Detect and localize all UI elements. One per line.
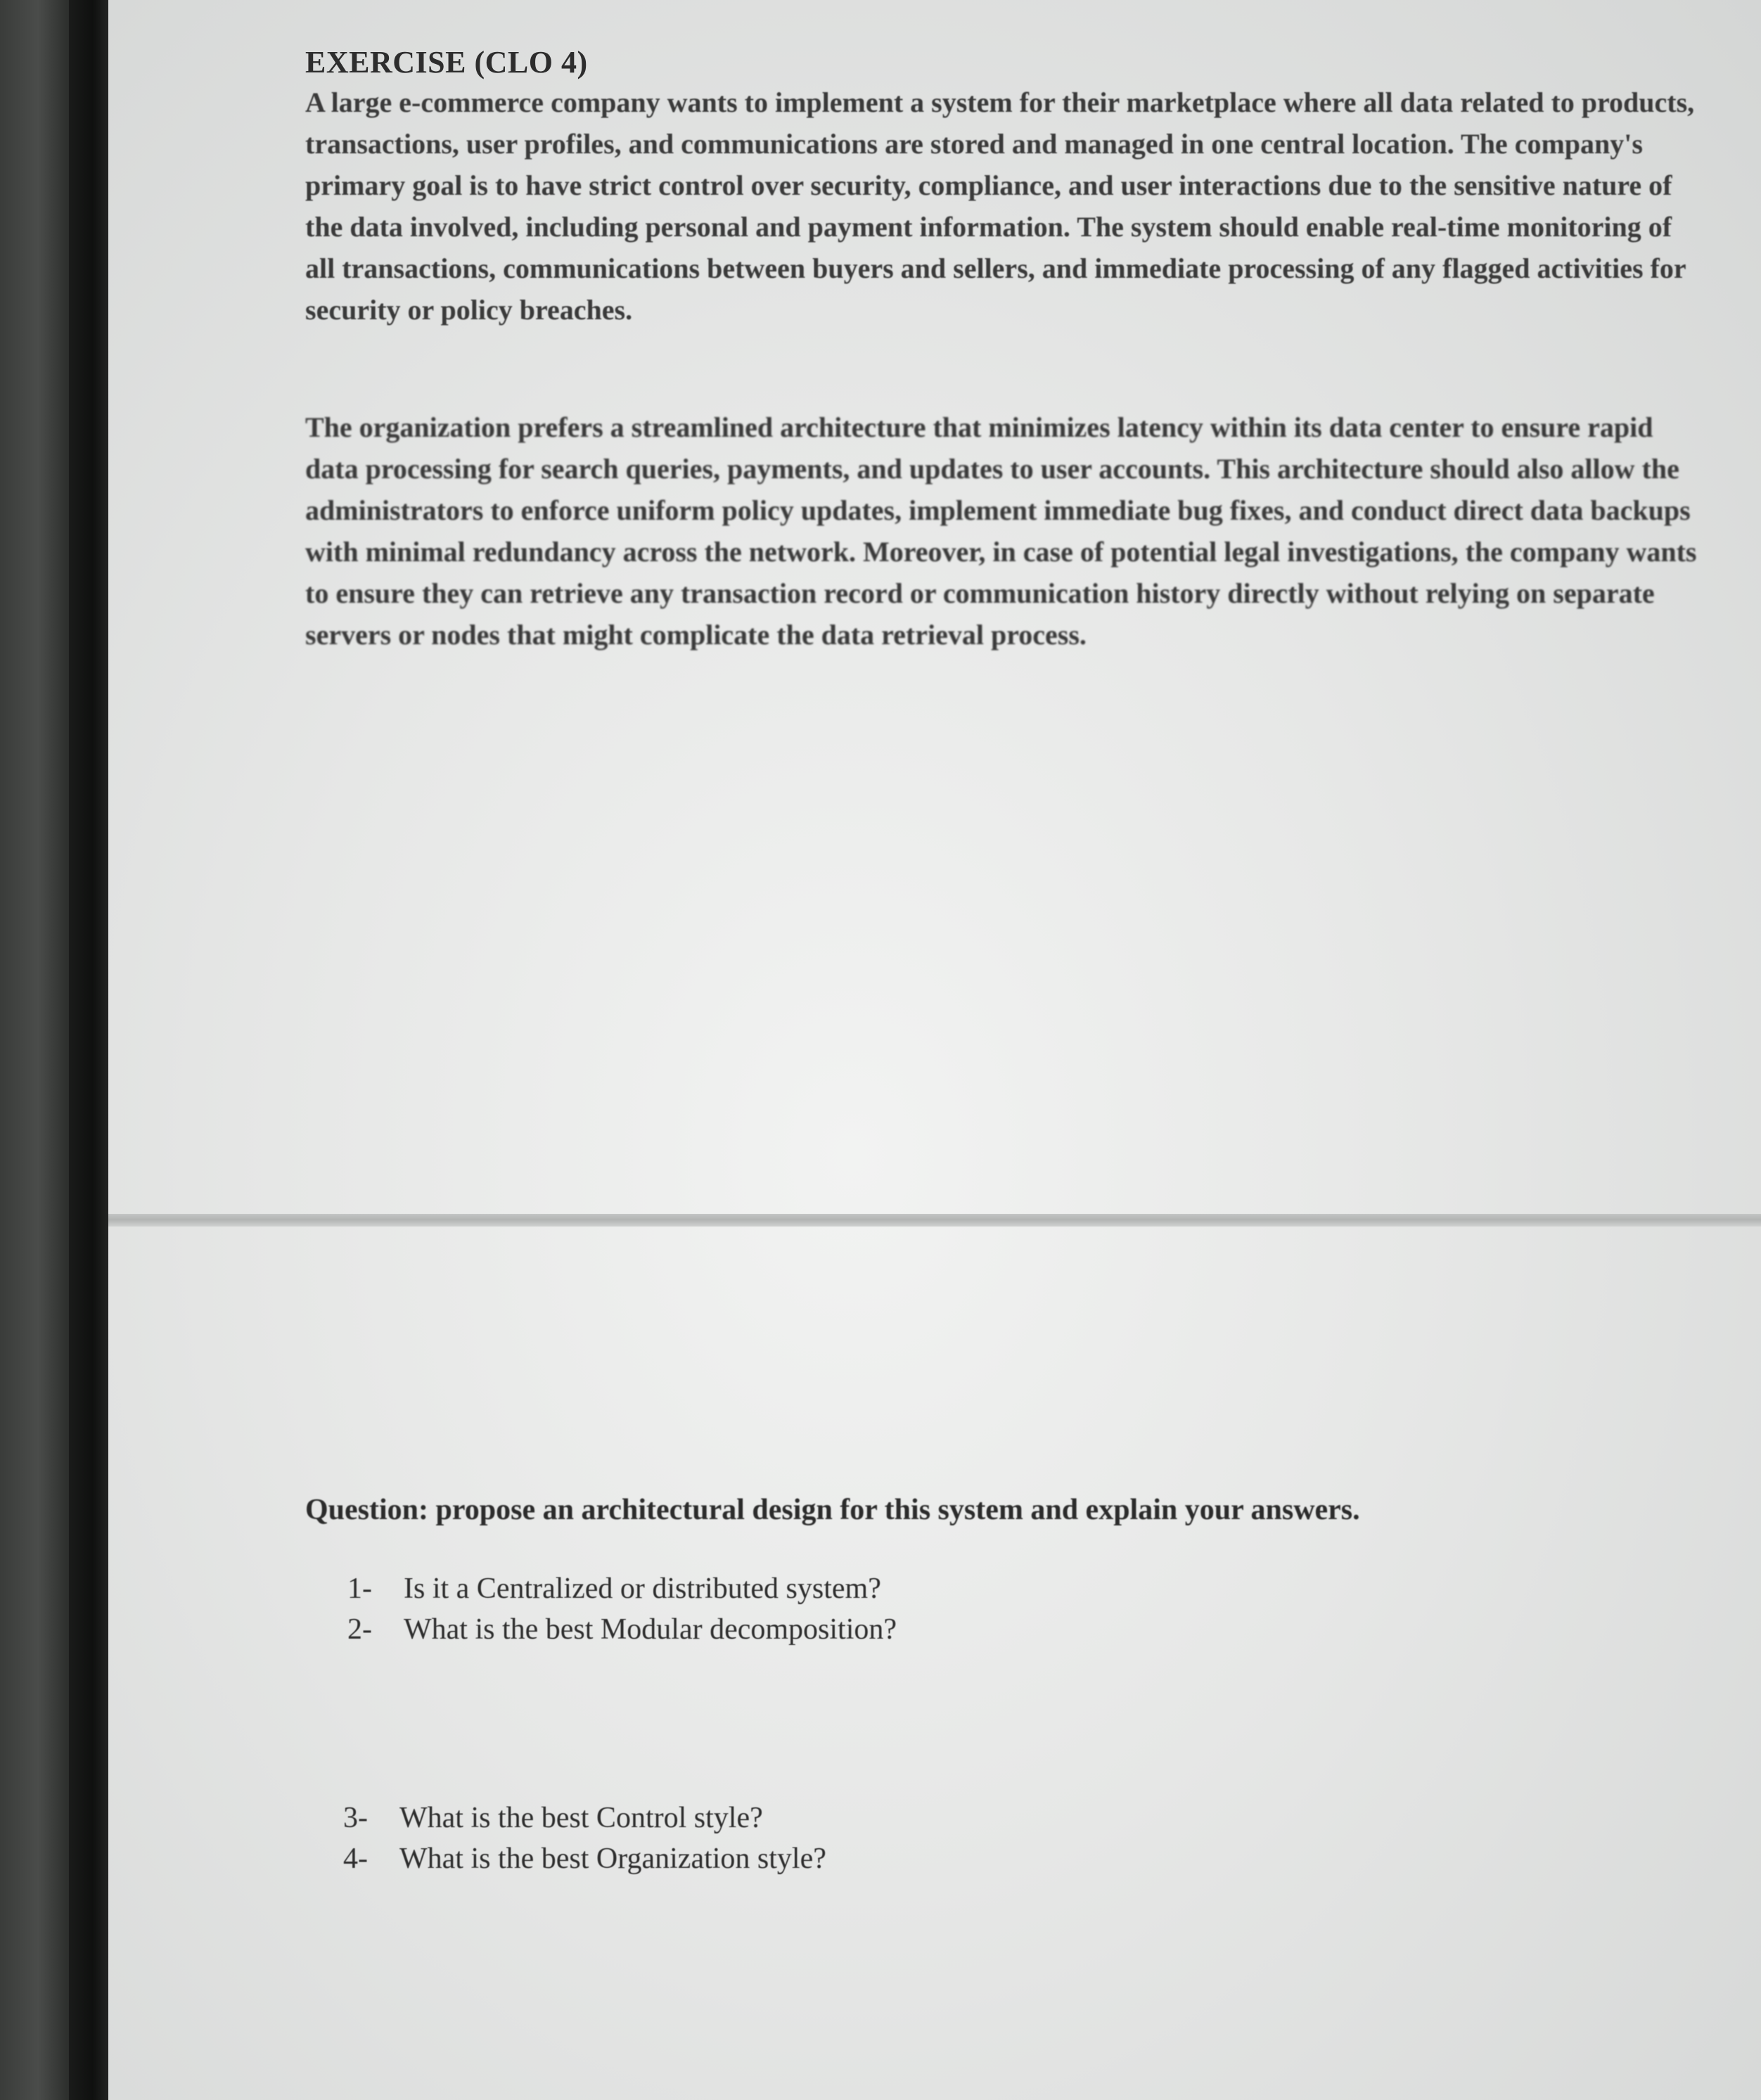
question-item-number: 1-	[347, 1573, 372, 1605]
question-item-4	[343, 1838, 826, 1879]
question-item-text: What is the best Organization style?	[399, 1843, 826, 1875]
document-page	[108, 0, 1761, 2100]
question-prompt: Question: propose an architectural design for this system and explain your answers.	[305, 1494, 1360, 1526]
page-divider	[108, 1214, 1761, 1227]
question-item-text: Is it a Centralized or distributed system?	[404, 1573, 881, 1605]
exercise-paragraph-1: A large e-commerce company wants to implement a system for their marketplace where all data related to products, transactions, user profiles, and communications are stored and managed in one central location. The company's primary goal is to have strict control over security, compliance, and user interactions due to the sensitive nature of the data involved, including personal and payment information. The system should enable real-time monitoring of all transactions, communications between buyers and sellers, and immediate processing of any flagged activities for security or policy breaches.	[305, 87, 1695, 326]
question-item-text: What is the best Modular decomposition?	[404, 1613, 897, 1646]
question-item-text: What is the best Control style?	[399, 1802, 763, 1834]
photo-left-edge	[0, 0, 69, 2100]
question-item-3	[343, 1798, 763, 1838]
question-item-number: 3-	[343, 1802, 368, 1834]
question-item-number: 4-	[343, 1843, 368, 1875]
question-item-number: 2-	[347, 1613, 372, 1646]
exercise-title: EXERCISE (CLO 4)	[305, 45, 588, 79]
exercise-paragraph-2: The organization prefers a streamlined architecture that minimizes latency within its data center to ensure rapid data processing for search queries, payments, and updates to user accounts. This architecture should also allow the administrators to enforce uniform policy updates, implement immediate bug fixes, and conduct direct data backups with minimal redundancy across the network. Moreover, in case of potential legal investigations, the company wants to ensure they can retrieve any transaction record or communication history directly without relying on separate servers or nodes that might complicate the data retrieval process.	[305, 411, 1697, 651]
question-item-1	[347, 1568, 881, 1609]
question-item-2	[347, 1609, 897, 1650]
screen-bezel	[69, 0, 108, 2100]
